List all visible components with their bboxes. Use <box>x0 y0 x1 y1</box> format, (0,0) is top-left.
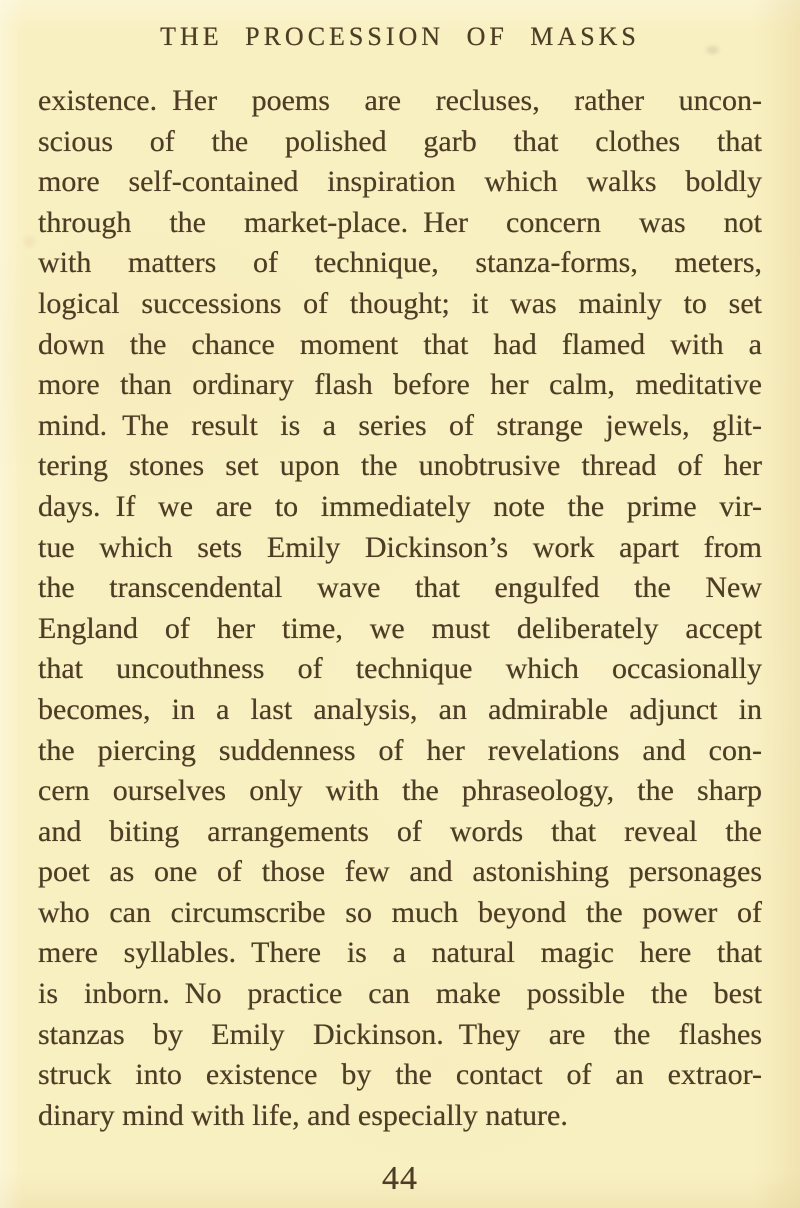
text-line: poet as one of those few and astonishing personages <box>38 855 762 889</box>
text-line: through the market-place. Her concern was not <box>38 205 762 239</box>
text-line: stanzas by Emily Dickinson. They are the flashes <box>38 1017 762 1051</box>
text-line: cern ourselves only with the phraseology, the sharp <box>38 774 762 808</box>
text-line: days. If we are to immediately note the prime vir- <box>38 489 762 523</box>
text-line: becomes, in a last analysis, an admirable adjunct in <box>38 692 762 726</box>
text-line: is inborn. No practice can make possible the best <box>38 977 762 1011</box>
text-line: the transcendental wave that engulfed the New <box>38 571 762 605</box>
text-line: the piercing suddenness of her revelations and con- <box>38 733 762 767</box>
text-line: tue which sets Emily Dickinson’s work apart from <box>38 530 762 564</box>
text-line: more self-contained inspiration which walks boldly <box>38 165 762 199</box>
scan-smudge <box>24 236 35 247</box>
text-line: dinary mind with life, and especially nature. <box>38 1098 568 1132</box>
text-line: struck into existence by the contact of an extraor- <box>38 1058 762 1092</box>
text-line: mind. The result is a series of strange jewels, glit- <box>38 408 762 442</box>
page-number: 44 <box>382 1160 418 1197</box>
text-line: tering stones set upon the unobtrusive thread of her <box>38 449 762 483</box>
text-line: that uncouthness of technique which occasionally <box>38 652 762 686</box>
running-head: THE PROCESSION OF MASKS <box>160 22 640 51</box>
body-text <box>38 81 762 1136</box>
text-line: more than ordinary flash before her calm, meditative <box>38 368 762 402</box>
text-line: existence. Her poems are recluses, rather uncon- <box>38 84 762 117</box>
text-line: and biting arrangements of words that reveal the <box>38 814 762 848</box>
text-line: England of her time, we must deliberately accept <box>38 611 762 645</box>
text-line: scious of the polished garb that clothes that <box>38 124 762 158</box>
text-line: logical successions of thought; it was mainly to set <box>38 286 762 320</box>
text-line: mere syllables. There is a natural magic here that <box>38 936 762 970</box>
text-line: who can circumscribe so much beyond the power of <box>38 895 762 929</box>
text-line: down the chance moment that had flamed with a <box>38 327 762 361</box>
text-line: with matters of technique, stanza-forms, meters, <box>38 246 762 280</box>
